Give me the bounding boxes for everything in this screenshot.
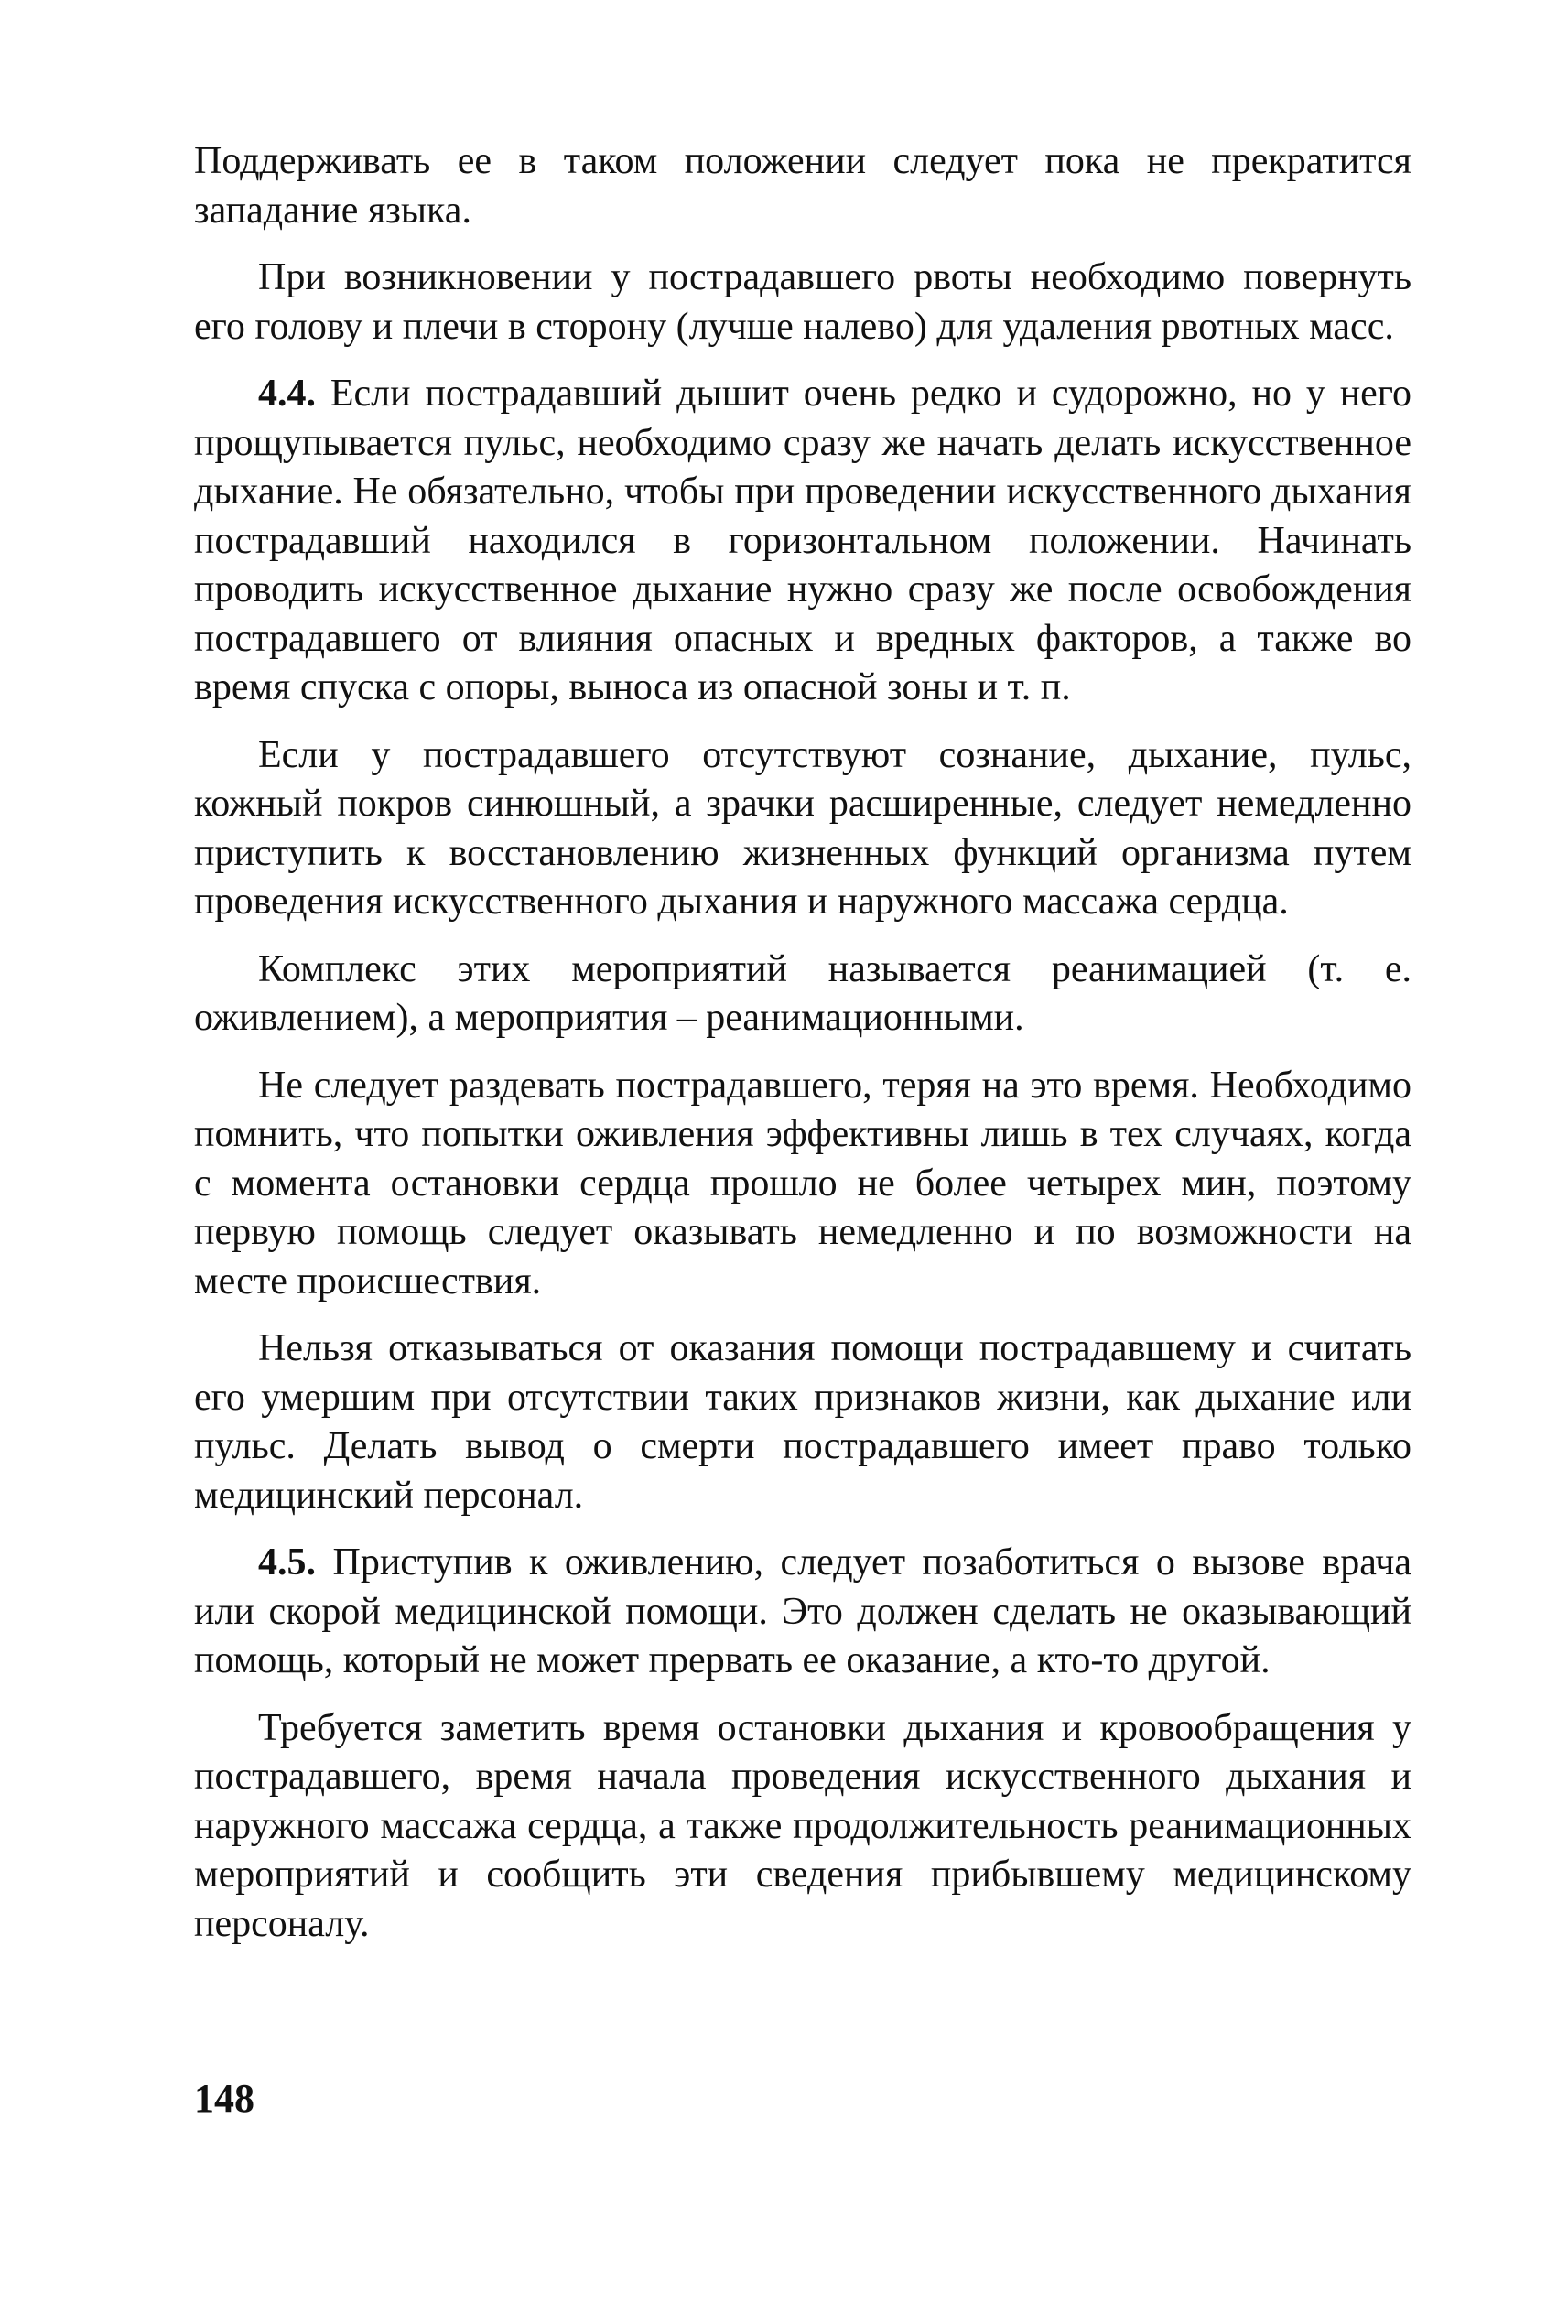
paragraph-1: Поддерживать ее в таком положении следует пока не прекратится западание языка.: [194, 140, 1411, 232]
paragraph-4: Если у пострадавшего отсутствуют сознание, дыхание, пульс, кожный покров синюшный, а зрачки расширенные, следует немедленно приступить к восстановлению жизненных функций организма путем проведения искусственного дыхания и наружного массажа сердца.: [194, 733, 1411, 923]
paragraph-9: Требуется заметить время остановки дыхания и кровообращения у пострадавшего, время начала проведения искусственного дыхания и наружного массажа сердца, а также продолжительность реанимационных мероприятий и сообщить эти сведения прибывшему медицинскому персоналу.: [194, 1706, 1411, 1945]
page-number: 148: [194, 2076, 254, 2121]
paragraph-7: Нельзя отказываться от оказания помощи пострадавшему и считать его умершим при отсутствии таких признаков жизни, как дыхание или пульс. Делать вывод о смерти пострадавшего имеет право только медицинский персонал.: [194, 1327, 1411, 1517]
paragraph-8-section-4-5: [194, 1539, 1411, 1686]
section-number: 4.5.: [258, 1541, 316, 1584]
paragraph-5: Комплекс этих мероприятий называется реанимацией (т. е. оживлением), а мероприятия – реанимационными.: [194, 947, 1411, 1039]
paragraph-3-section-4-4: [194, 370, 1411, 713]
paragraph-6: Не следует раздевать пострадавшего, теряя на это время. Необходимо помнить, что попытки оживления эффективны лишь в тех случаях, когда с момента остановки сердца прошло не более четырех мин, поэтому первую помощь следует оказывать немедленно и по возможности на месте происшествия.: [194, 1064, 1411, 1303]
paragraph-text: Приступив к оживлению, следует позаботиться о вызове врача или скорой медицинской помощи. Это должен сделать не оказывающий помощь, который не может прервать ее оказание, а кто-то другой.: [194, 1541, 1411, 1681]
section-number: 4.4.: [258, 373, 316, 415]
paragraph-text: Если пострадавший дышит очень редко и судорожно, но у него прощупывается пульс, необходимо сразу же начать делать искусственное дыхание. Не обязательно, чтобы при проведении искусственного дыхания пострадавший находился в горизонтальном положении. Начинать проводить искусственное дыхание нужно сразу же после освобождения пострадавшего от влияния опасных и вредных факторов, а также во время спуска с опоры, выноса из опасной зоны и т. п.: [194, 373, 1411, 708]
page-body: [194, 137, 1411, 1967]
paragraph-2: При возникновении у пострадавшего рвоты необходимо повернуть его голову и плечи в сторону (лучше налево) для удаления рвотных масс.: [194, 256, 1411, 348]
